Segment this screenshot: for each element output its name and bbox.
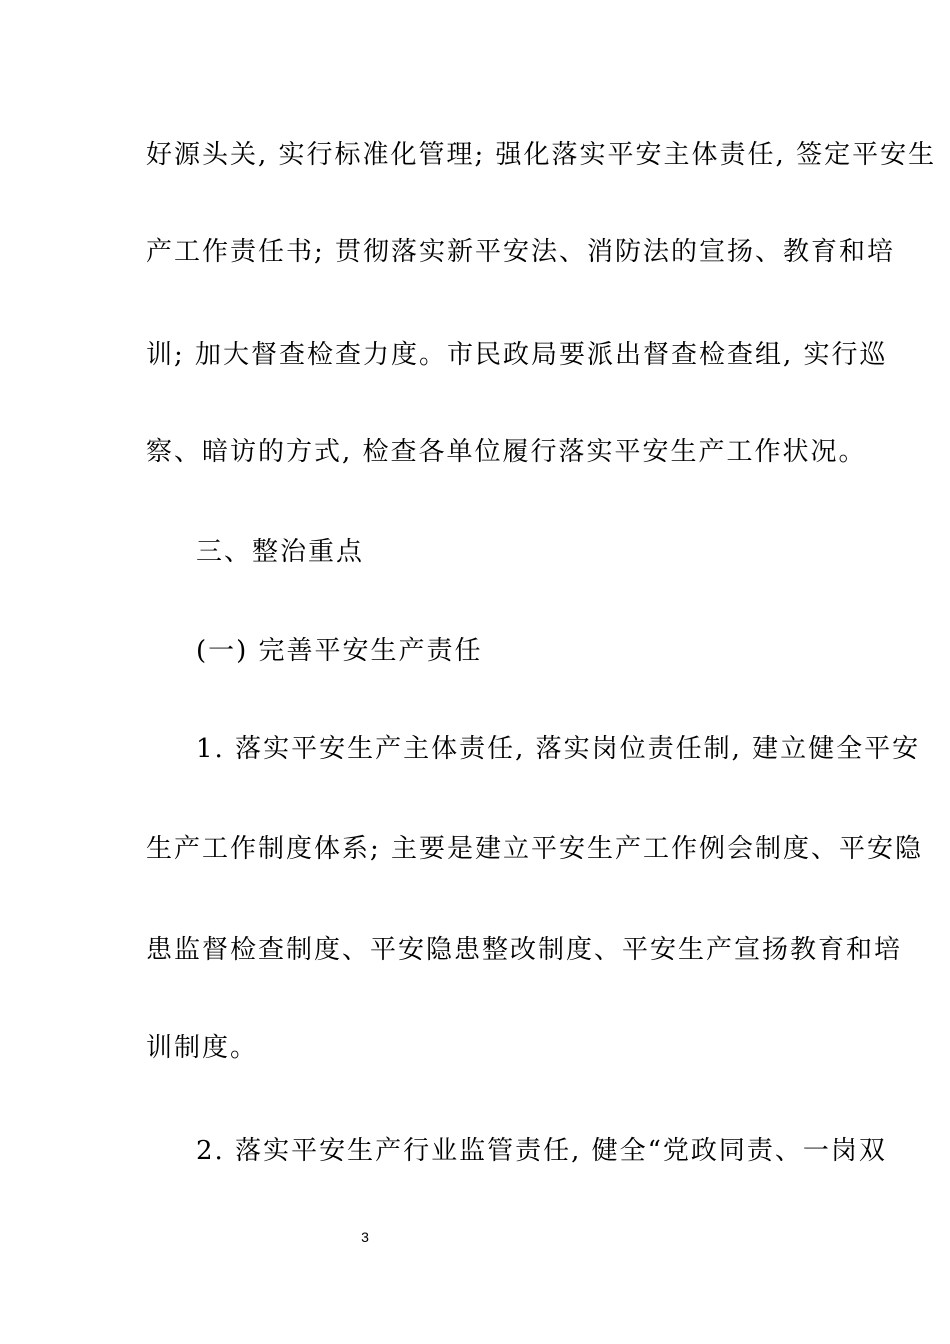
paragraph-line: 产工作责任书; 贯彻落实新平安法、消防法的宣扬、教育和培 <box>146 237 896 267</box>
list-item-line: 1. 落实平安生产主体责任, 落实岗位责任制, 建立健全平安 <box>196 734 921 764</box>
subsection-heading: (一) 完善平安生产责任 <box>196 636 483 666</box>
list-item-line: 患监督检查制度、平安隐患整改制度、平安生产宣扬教育和培 <box>146 935 903 965</box>
paragraph-line: 察、暗访的方式, 检查各单位履行落实平安生产工作状况。 <box>146 437 867 467</box>
list-item-line: 训制度。 <box>146 1033 259 1063</box>
page-number: 3 <box>361 1229 369 1245</box>
list-item-line: 生产工作制度体系; 主要是建立平安生产工作例会制度、平安隐 <box>146 834 924 864</box>
section-heading: 三、整治重点 <box>196 537 365 567</box>
paragraph-line: 训; 加大督查检查力度。市民政局要派出督查检查组, 实行巡 <box>146 340 888 370</box>
list-item-line: 2. 落实平安生产行业监管责任, 健全“党政同责、一岗双 <box>196 1136 887 1166</box>
paragraph-line: 好源头关, 实行标准化管理; 强化落实平安主体责任, 签定平安生 <box>146 140 937 170</box>
